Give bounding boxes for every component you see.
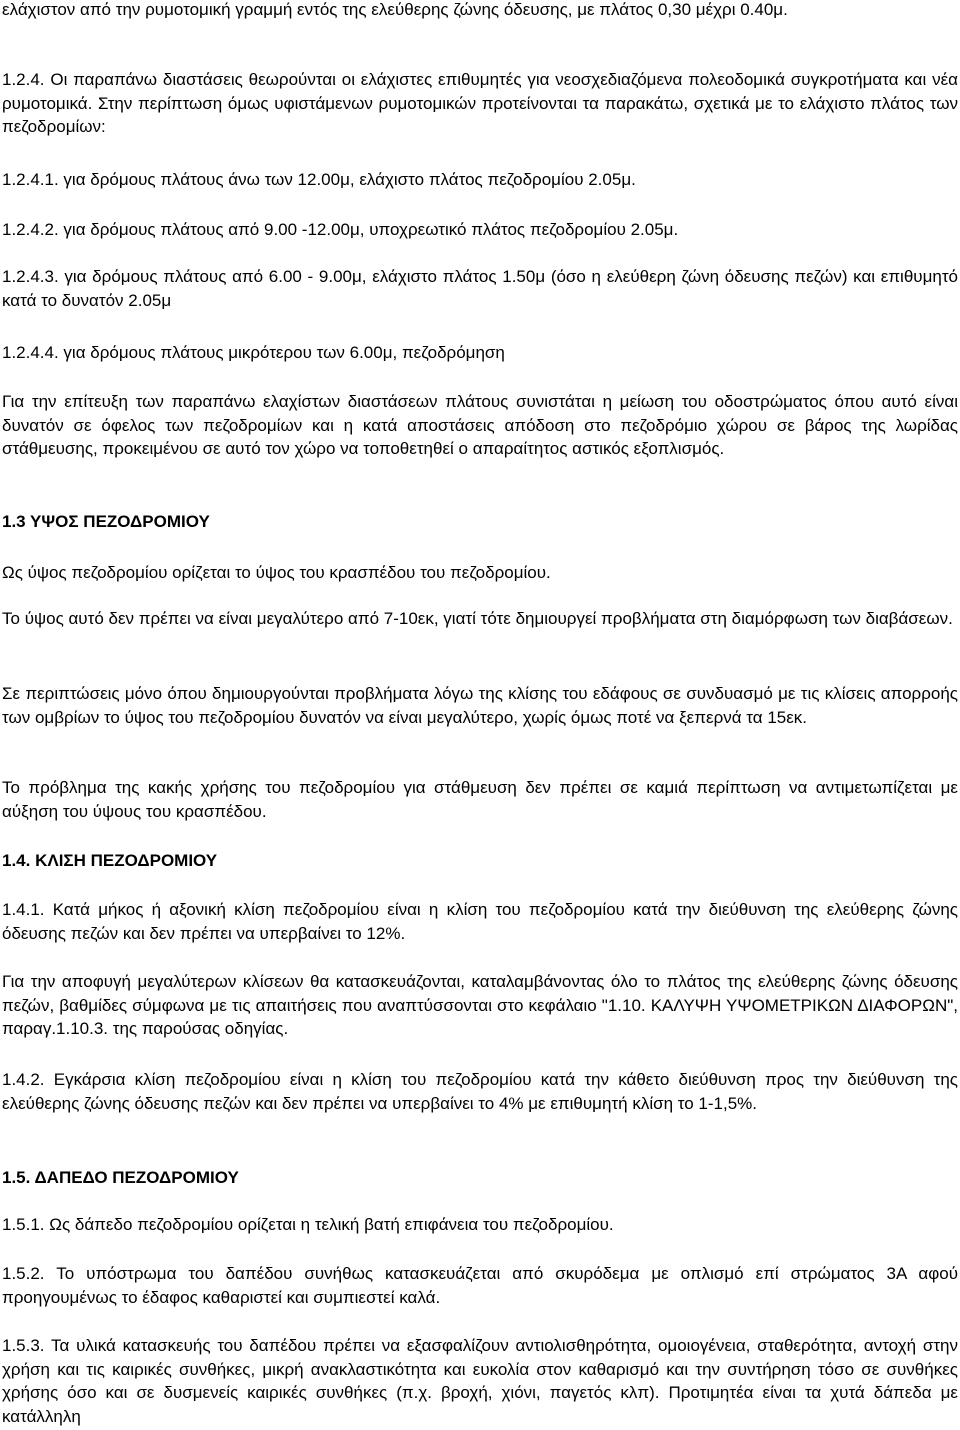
paragraph-1-4-2: 1.4.2. Εγκάρσια κλίση πεζοδρομίου είναι η κλίση του πεζοδρομίου κατά την κάθετο διεύθυνση προς την διεύθυνση της ελεύθερης ζώνης όδευσης πεζών και δεν πρέπει να υπερβαίνει το 4% με επιθυμητή κλίση το 1-1,5%. xyxy=(2,1070,958,1113)
paragraph-1-2-4-2: 1.2.4.2. για δρόμους πλάτους από 9.00 -12.00μ, υποχρεωτικό πλάτος πεζοδρομίου 2.05μ. xyxy=(2,220,679,239)
paragraph-parking-misuse: Το πρόβλημα της κακής χρήσης του πεζοδρομίου για στάθμευση δεν πρέπει σε καμιά περίπτωση να αντιμετωπίζεται με αύξηση του ύψους του κρασπέδου. xyxy=(2,778,958,821)
paragraph-1-4-1: 1.4.1. Κατά μήκος ή αξονική κλίση πεζοδρομίου είναι η κλίση του πεζοδρομίου κατά την διεύθυνση της ελεύθερης ζώνης όδευσης πεζών και δεν πρέπει να υπερβαίνει το 12%. xyxy=(2,900,958,943)
paragraph-1-5-1: 1.5.1. Ως δάπεδο πεζοδρομίου ορίζεται η τελική βατή επιφάνεια του πεζοδρομίου. xyxy=(2,1215,614,1234)
paragraph-1-2-4-3: 1.2.4.3. για δρόμους πλάτους από 6.00 - 9.00μ, ελάχιστο πλάτος 1.50μ (όσο η ελεύθερη ζώνη όδευσης πεζών) και επιθυμητό κατά το δυνατόν 2.05μ xyxy=(2,267,958,310)
paragraph-1-2-4-1: 1.2.4.1. για δρόμους πλάτους άνω των 12.00μ, ελάχιστο πλάτος πεζοδρομίου 2.05μ. xyxy=(2,170,636,189)
paragraph-minimum-dimensions: Για την επίτευξη των παραπάνω ελαχίστων διαστάσεων πλάτους συνιστάται η μείωση του οδοστρώματος όπου αυτό είναι δυνατόν σε όφελος των πεζοδρομίων και η κατά αποστάσεις απόδοση στο πεζοδρόμιο χώρου σε βάρος της λωρίδας στάθμευσης, προκειμένου σε αυτό τον χώρο να τοποθετηθεί ο απαραίτητος αστικός εξοπλισμός. xyxy=(2,392,958,458)
paragraph-1-2-4: 1.2.4. Οι παραπάνω διαστάσεις θεωρούνται οι ελάχιστες επιθυμητές για νεοσχεδιαζόμενα πολεοδομικά συγκροτήματα και νέα ρυμοτομικά. Στην περίπτωση όμως υφιστάμενων ρυμοτομικών προτείνονται τα παρακάτω, σχετικά με το ελάχιστο πλάτος των πεζοδρομίων: xyxy=(2,70,958,136)
section-heading-1-4: 1.4. ΚΛΙΣΗ ΠΕΖΟΔΡΟΜΙΟΥ xyxy=(2,851,218,870)
section-heading-1-5: 1.5. ΔΑΠΕΔΟ ΠΕΖΟΔΡΟΜΙΟΥ xyxy=(2,1168,239,1187)
paragraph-height-definition: Ως ύψος πεζοδρομίου ορίζεται το ύψος του κρασπέδου του πεζοδρομίου. xyxy=(2,563,551,582)
paragraph-1-2-4-4: 1.2.4.4. για δρόμους πλάτους μικρότερου των 6.00μ, πεζοδρόμηση xyxy=(2,343,505,362)
paragraph-1-5-2: 1.5.2. Το υπόστρωμα του δαπέδου συνήθως κατασκευάζεται από σκυρόδεμα με οπλισμό επί στρώματος 3Α αφού προηγουμένως το έδαφος καθαριστεί και συμπιεστεί καλά. xyxy=(2,1264,958,1307)
paragraph-sidewalk-edge-zone: ελάχιστον από την ρυμοτομική γραμμή εντός της ελεύθερης ζώνης όδευσης, με πλάτος 0,30 μέχρι 0.40μ. xyxy=(2,0,788,19)
paragraph-height-exception: Σε περιπτώσεις μόνο όπου δημιουργούνται προβλήματα λόγω της κλίσης του εδάφους σε συνδυασμό με τις κλίσεις απορροής των ομβρίων το ύψος του πεζοδρομίου δυνατόν να είναι μεγαλύτερο, χωρίς όμως ποτέ να ξεπερνά τα 15εκ. xyxy=(2,684,958,727)
paragraph-1-5-3: 1.5.3. Τα υλικά κατασκευής του δαπέδου πρέπει να εξασφαλίζουν αντιολισθηρότητα, ομοιογένεια, σταθερότητα, αντοχή στην χρήση και τις καιρικές συνθήκες, μικρή ανακλαστικότητα και ευκολία στον καθαρισμό και την συντήρηση τόσο σε συνθήκες χρήσης όσο και σε δυσμενείς καιρικές συνθήκες (π.χ. βροχή, χιόνι, παγετός κλπ). Προτιμητέα είναι τα χυτά δάπεδα με κατάλληλη xyxy=(2,1336,958,1426)
paragraph-steps: Για την αποφυγή μεγαλύτερων κλίσεων θα κατασκευάζονται, καταλαμβάνοντας όλο το πλάτος της ελεύθερης ζώνης όδευσης πεζών, βαθμίδες σύμφωνα με τις απαιτήσεις που αναπτύσσονται στο κεφάλαιο "1.10. ΚΑΛΥΨΗ ΥΨΟΜΕΤΡΙΚΩΝ ΔΙΑΦΟΡΩΝ", παραγ.1.10.3. της παρούσας οδηγίας. xyxy=(2,972,958,1038)
section-heading-1-3: 1.3 ΥΨΟΣ ΠΕΖΟΔΡΟΜΙΟΥ xyxy=(2,512,210,531)
paragraph-height-limit: Το ύψος αυτό δεν πρέπει να είναι μεγαλύτερο από 7-10εκ, γιατί τότε δημιουργεί προβλήματα στη διαμόρφωση των διαβάσεων. xyxy=(2,609,953,628)
